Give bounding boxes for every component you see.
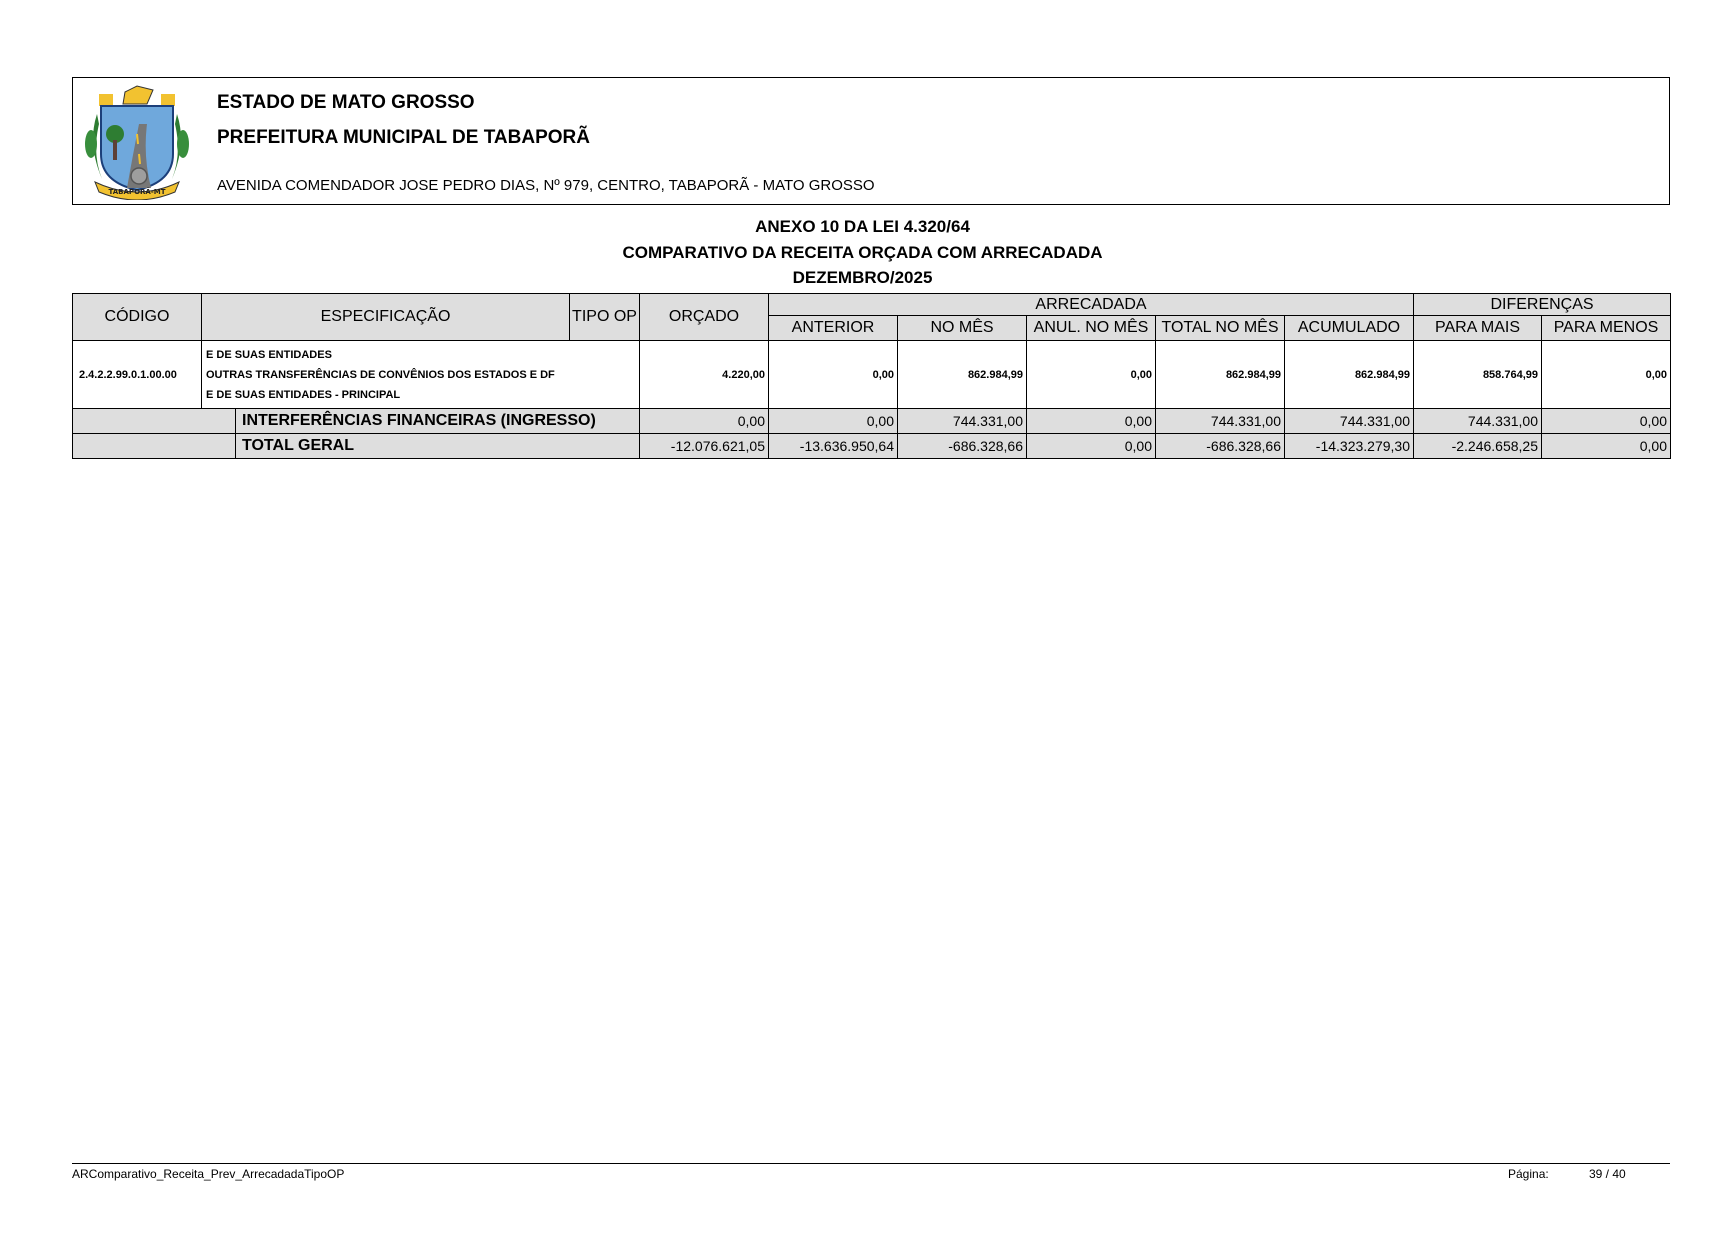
total-geral-para-menos: 0,00 [1542, 434, 1671, 459]
col-header-acumulado: ACUMULADO [1285, 316, 1414, 341]
prefecture-address: AVENIDA COMENDADOR JOSE PEDRO DIAS, Nº 979, CENTRO, TABAPORÃ - MATO GROSSO [217, 177, 875, 194]
revenue-comparison-table [72, 293, 1671, 459]
col-header-para-menos: PARA MENOS [1542, 316, 1671, 341]
total-geral-orcado: -12.076.621,05 [640, 434, 769, 459]
municipal-crest-logo [77, 84, 197, 200]
total-geral-para-mais: -2.246.658,25 [1414, 434, 1542, 459]
row-para-mais: 858.764,99 [1414, 341, 1542, 409]
row-total-no-mes: 862.984,99 [1156, 341, 1285, 409]
total-geral-total-no-mes: -686.328,66 [1156, 434, 1285, 459]
footer-page-number: 39 / 40 [1589, 1167, 1626, 1181]
report-title-main: COMPARATIVO DA RECEITA ORÇADA COM ARRECADADA [622, 242, 1103, 262]
prefecture-name: PREFEITURA MUNICIPAL DE TABAPORÃ [217, 127, 590, 148]
report-header [72, 77, 1670, 205]
total-geral-anterior: -13.636.950,64 [769, 434, 898, 459]
row-acumulado: 862.984,99 [1285, 341, 1414, 409]
row-no-mes: 862.984,99 [898, 341, 1027, 409]
spec-carry-line: E DE SUAS ENTIDADES [206, 348, 332, 361]
row-para-menos: 0,00 [1542, 341, 1671, 409]
total-geral-acumulado: -14.323.279,30 [1285, 434, 1414, 459]
col-header-tipo-op: TIPO OP [570, 294, 640, 341]
row-orcado: 4.220,00 [640, 341, 769, 409]
interferencias-no-mes: 744.331,00 [898, 409, 1027, 434]
report-titles [0, 214, 1725, 291]
col-header-diferencas: DIFERENÇAS [1414, 294, 1671, 316]
total-geral-no-mes: -686.328,66 [898, 434, 1027, 459]
interferencias-para-mais: 744.331,00 [1414, 409, 1542, 434]
interferencias-anterior: 0,00 [769, 409, 898, 434]
total-geral-row [73, 434, 1671, 459]
spec-line-1: OUTRAS TRANSFERÊNCIAS DE CONVÊNIOS DOS ESTADOS E DF [206, 368, 555, 381]
row-anul-no-mes: 0,00 [1027, 341, 1156, 409]
col-header-especificacao: ESPECIFICAÇÃO [202, 294, 570, 341]
interferencias-para-menos: 0,00 [1542, 409, 1671, 434]
state-name: ESTADO DE MATO GROSSO [217, 92, 475, 113]
total-geral-anul-no-mes: 0,00 [1027, 434, 1156, 459]
spec-line-2: E DE SUAS ENTIDADES - PRINCIPAL [206, 388, 401, 401]
interferencias-total-no-mes: 744.331,00 [1156, 409, 1285, 434]
col-header-arrecadada: ARRECADADA [769, 294, 1414, 316]
interferencias-anul-no-mes: 0,00 [1027, 409, 1156, 434]
interferencias-acumulado: 744.331,00 [1285, 409, 1414, 434]
report-title-annex: ANEXO 10 DA LEI 4.320/64 [755, 217, 970, 236]
col-header-no-mes: NO MÊS [898, 316, 1027, 341]
row-specification [206, 345, 639, 405]
col-header-anul-no-mes: ANUL. NO MÊS [1027, 316, 1156, 341]
table-row [73, 341, 1671, 409]
footer-divider [72, 1163, 1670, 1164]
row-anterior: 0,00 [769, 341, 898, 409]
col-header-anterior: ANTERIOR [769, 316, 898, 341]
col-header-para-mais: PARA MAIS [1414, 316, 1542, 341]
interferencias-row [73, 409, 1671, 434]
footer-report-name: ARComparativo_Receita_Prev_ArrecadadaTipoOP [72, 1167, 345, 1181]
col-header-orcado: ORÇADO [640, 294, 769, 341]
footer-page-label: Página: [1508, 1167, 1549, 1181]
report-period: DEZEMBRO/2025 [792, 268, 933, 287]
interferencias-orcado: 0,00 [640, 409, 769, 434]
interferencias-label: INTERFERÊNCIAS FINANCEIRAS (INGRESSO) [236, 409, 640, 434]
total-geral-label: TOTAL GERAL [236, 434, 640, 459]
col-header-total-no-mes: TOTAL NO MÊS [1156, 316, 1285, 341]
row-code: 2.4.2.2.99.0.1.00.00 [73, 341, 202, 409]
svg-text:TABAPORÃ-MT: TABAPORÃ-MT [108, 188, 166, 196]
col-header-codigo: CÓDIGO [73, 294, 202, 341]
